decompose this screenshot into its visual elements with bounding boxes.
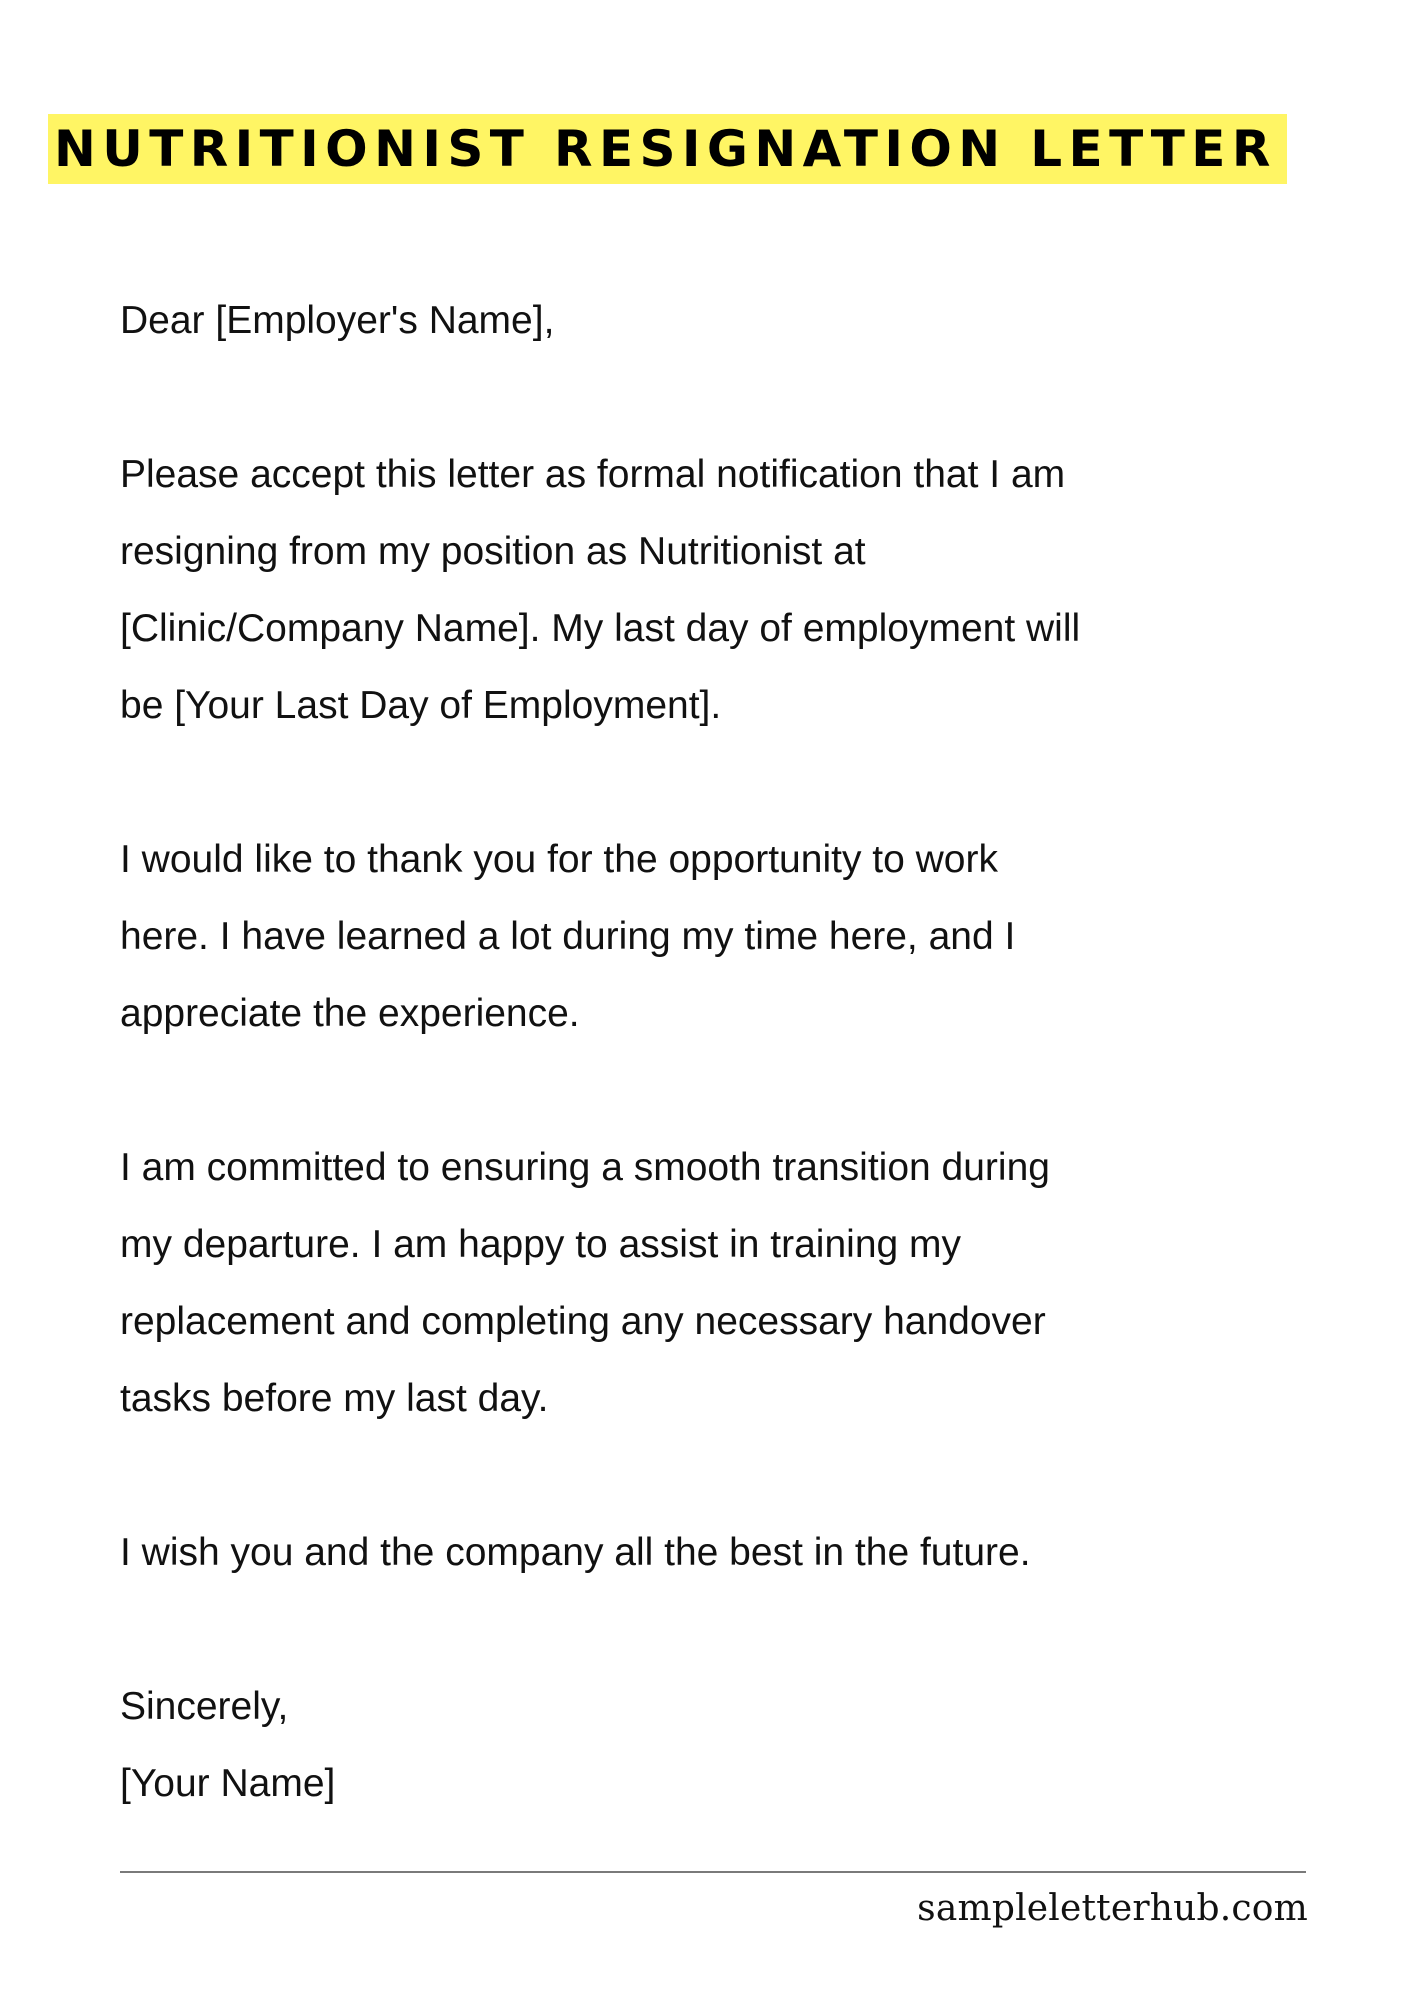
signature: [Your Name] bbox=[120, 1762, 336, 1805]
paragraph-wishes: I wish you and the company all the best in the future. bbox=[120, 1531, 1031, 1574]
salutation: Dear [Employer's Name], bbox=[120, 299, 555, 342]
paragraph-thanks: I would like to thank you for the opportunity to work here. I have learned a lot during my time here, and I appreciate the experience. bbox=[120, 838, 1016, 1035]
paragraph-transition: I am committed to ensuring a smooth transition during my departure. I am happy to assist in training my replacement and completing any necessary handover tasks before my last day. bbox=[120, 1146, 1050, 1420]
page-title: NUTRITIONIST RESIGNATION LETTER bbox=[54, 120, 1277, 178]
letter-body bbox=[120, 282, 1350, 1822]
footer-website: sampleletterhub.com bbox=[917, 1888, 1308, 1929]
paragraph-notification: Please accept this letter as formal notification that I am resigning from my position as Nutritionist at [Clinic/Company Name]. My last day of employment will be [Your Last Day of Employment]. bbox=[120, 453, 1081, 727]
title-highlight bbox=[48, 114, 1287, 184]
closing: Sincerely, bbox=[120, 1685, 289, 1728]
footer-divider bbox=[120, 1871, 1306, 1873]
